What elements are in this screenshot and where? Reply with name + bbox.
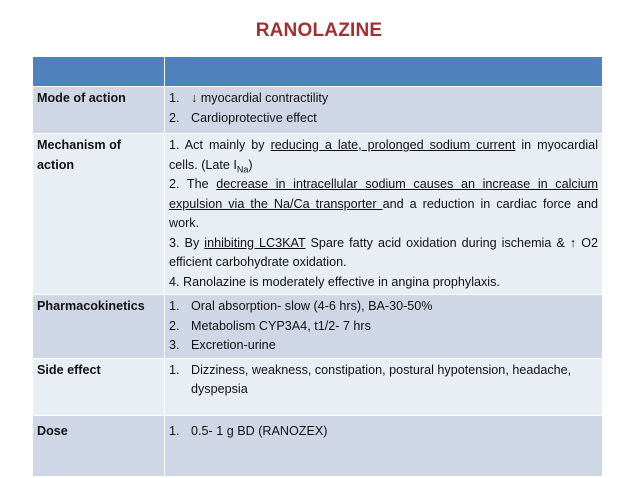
table-row-mode-of-action bbox=[33, 87, 603, 134]
row-content bbox=[165, 415, 603, 476]
row-label: Pharmacokinetics bbox=[33, 295, 165, 359]
row-label: Dose bbox=[33, 415, 165, 476]
drug-table bbox=[32, 56, 603, 477]
row-label: Side effect bbox=[33, 358, 165, 415]
table-row-side-effect bbox=[33, 358, 603, 415]
row-content bbox=[165, 87, 603, 134]
row-content bbox=[165, 358, 603, 415]
row-label: Mechanism of action bbox=[33, 134, 165, 295]
row-content bbox=[165, 134, 603, 295]
header-cell-content bbox=[165, 57, 603, 87]
table-row-dose bbox=[33, 415, 603, 476]
header-cell-label bbox=[33, 57, 165, 87]
row-label: Mode of action bbox=[33, 87, 165, 134]
table-row-mechanism bbox=[33, 134, 603, 295]
page-title: RANOLAZINE bbox=[255, 20, 383, 41]
mechanism-point: 3. By inhibiting LC3KAT Spare fatty acid oxidation during ischemia & ↑ O2 efficient carbohydrate oxidation. bbox=[169, 235, 598, 269]
mechanism-point: 1. Act mainly by reducing a late, prolonged sodium current in myocardial cells. (Late $I_{Na}$) bbox=[169, 138, 598, 175]
mechanism-point: 4. Ranolazine is moderately effective in angina prophylaxis. bbox=[169, 274, 500, 289]
list-item: 2. Metabolism CYP3A4, t1/2- 7 hrs bbox=[169, 318, 371, 333]
table-row-pharmacokinetics bbox=[33, 295, 603, 359]
list-item: 1. ↓ myocardial contractility bbox=[169, 91, 329, 105]
list-item: 2. Cardioprotective effect bbox=[169, 110, 317, 125]
table-header-row bbox=[33, 57, 603, 87]
mechanism-point: 2. The decrease in intracellular sodium causes an increase in calcium expulsion via the Na/Ca transporter and a reduction in cardiac force and work. bbox=[169, 177, 599, 230]
list-item: 1. Dizziness, weakness, constipation, postural hypotension, headache, dyspepsia bbox=[169, 362, 572, 396]
list-item: 1. Oral absorption- slow (4-6 hrs), BA-30-50% bbox=[169, 299, 433, 313]
list-item: 3. Excretion-urine bbox=[169, 338, 276, 352]
list-item: 1. 0.5- 1 g BD (RANOZEX) bbox=[169, 423, 328, 438]
row-content bbox=[165, 295, 603, 359]
